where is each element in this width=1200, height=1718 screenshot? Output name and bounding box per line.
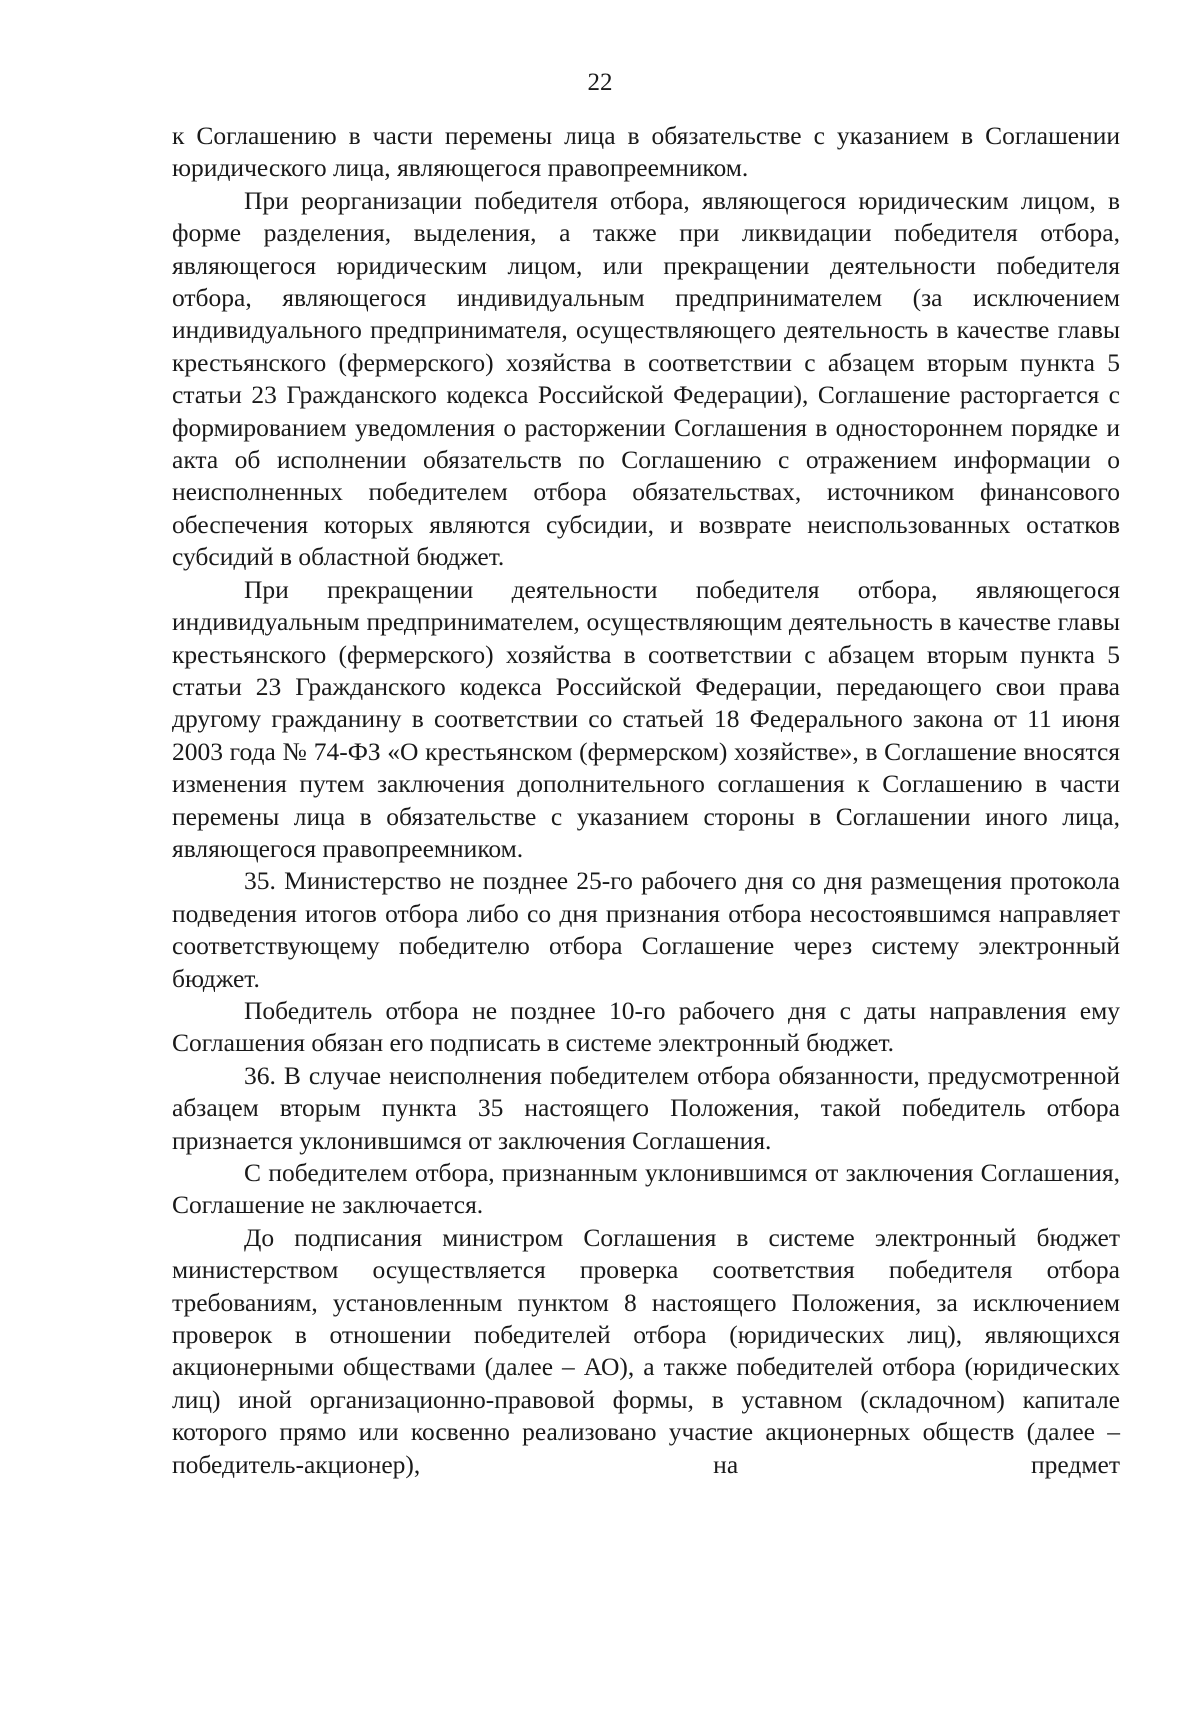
paragraph-continuation: к Соглашению в части перемены лица в обязательстве с указанием в Соглашении юридического лица, являющегося правопреемником.	[172, 121, 1120, 183]
paragraph-clause-36: 36. В случае неисполнения победителем отбора обязанности, предусмотренной абзацем вторым пункта 35 настоящего Положения, такой победитель отбора признается уклонившимся от заключения Соглашения.	[172, 1060, 1120, 1155]
paragraph-verification: До подписания министром Соглашения в системе электронный бюджет министерством осуществляется проверка соответствия победителя отбора требованиям, установленным пунктом 8 настоящего Положения, за исключением проверок в отношении победителей отбора (юридических лиц), являющихся акционерными обществами (далее – АО), а также победителей отбора (юридических лиц) иной организационно-правовой формы, в уставном (складочном) капитале которого прямо или косвенно реализовано участие акционерных обществ (далее – победитель-акционер), на предмет	[172, 1222, 1120, 1479]
document-body	[172, 120, 1120, 1481]
paragraph-no-agreement: С победителем отбора, признанным уклонившимся от заключения Соглашения, Соглашение не заключается.	[172, 1158, 1120, 1220]
page-number: 22	[587, 69, 613, 96]
paragraph-signing-deadline: Победитель отбора не позднее 10-го рабочего дня с даты направления ему Соглашения обязан его подписать в системе электронный бюджет.	[172, 995, 1120, 1058]
paragraph-reorganization: При реорганизации победителя отбора, являющегося юридическим лицом, в форме разделения, выделения, а также при ликвидации победителя отбора, являющегося юридическим лицом, или прекращении деятельности победителя отбора, являющегося индивидуальным предпринимателем (за исключением индивидуального предпринимателя, осуществляющего деятельность в качестве главы крестьянского (фермерского) хозяйства в соответствии с абзацем вторым пункта 5 статьи 23 Гражданского кодекса Российской Федерации), Соглашение расторгается с формированием уведомления о расторжении Соглашения в одностороннем порядке и акта об исполнении обязательств по Соглашению с отражением информации о неисполненных победителем отбора обязательствах, источником финансового обеспечения которых являются субсидии, и возврате неиспользованных остатков субсидий в областной бюджет.	[172, 185, 1120, 572]
paragraph-clause-35: 35. Министерство не позднее 25-го рабочего дня со дня размещения протокола подведения итогов отбора либо со дня признания отбора несостоявшимся направляет соответствующему победителю отбора Соглашение через систему электронный бюджет.	[172, 866, 1120, 993]
paragraph-termination: При прекращении деятельности победителя отбора, являющегося индивидуальным предпринимателем, осуществляющим деятельность в качестве главы крестьянского (фермерского) хозяйства в соответствии с абзацем вторым пункта 5 статьи 23 Гражданского кодекса Российской Федерации, передающего свои права другому гражданину в соответствии со статьей 18 Федерального закона от 11 июня 2003 года № 74-ФЗ «О крестьянском (фермерском) хозяйстве», в Соглашение вносятся изменения путем заключения дополнительного соглашения к Соглашению в части перемены лица в обязательстве с указанием стороны в Соглашении иного лица, являющегося правопреемником.	[172, 574, 1120, 863]
